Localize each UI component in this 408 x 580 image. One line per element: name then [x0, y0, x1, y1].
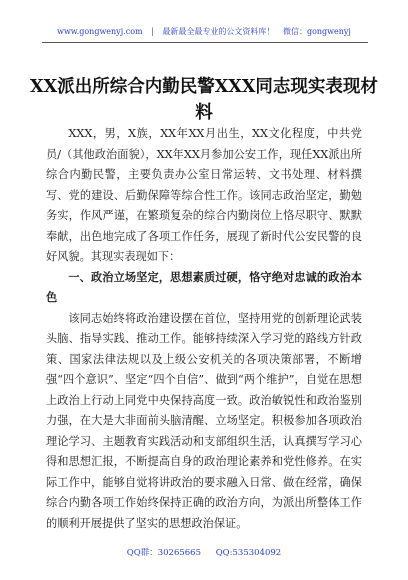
document-title: XX派出所综合内勤民警XXX同志现实表现材料 — [30, 77, 378, 123]
header-divider — [42, 42, 368, 43]
site-url-link[interactable]: www.gongwenyj.com — [57, 27, 143, 36]
section-paragraph-1: 该同志始终将政治建设摆在首位，坚持用党的创新理论武装头脑、指导实践、推动工作。能够持续深入学习党的路线方针政策、国家法律法规以及上级公安机关的各项决策部署，不断增强“四个意识”、坚定“四个自信”、做到“两个维护”，自觉在思想上政治上行动上同党中央保持高度一致。政治敏锐性和政治鉴别力强，在大是大非面前头脑清醒、立场坚定。积极参加各项政治理论学习、主题教育实践活动和支部组织生活，认真撰写学习心得和思想汇报，不断提高自身的政治理论素养和党性修养。在实际工作中，能够自觉将讲政治的要求融入日常、做在经常，确保综合内勤各项工作始终保持正确的政治方向，为派出所整体工作的顺利开展提供了坚实的思想政治保证。 — [46, 311, 362, 530]
wechat-id: 微信：gongwenyj — [282, 27, 351, 36]
header-separator: | — [151, 27, 154, 36]
site-header — [0, 26, 408, 37]
qq-text: QQ:535304092 — [215, 548, 282, 558]
page-footer — [0, 546, 408, 558]
intro-paragraph: XXX，男，X族，XX年XX月出生，XX文化程度，中共党员/（其他政治面貌），XX年XX月参加公安工作，现任XX派出所综合内勤民警，主要负责办公室日常运转、文书处理、材料撰写、党的建设、后勤保障等综合性工作。该同志政治坚定，勤勉务实，作风严谨，在繁琐复杂的综合内勤岗位上恪尽职守、默默奉献，出色地完成了各项工作任务，展现了新时代公安民警的良好风貌。其现实表现如下： — [46, 127, 362, 263]
site-slogan: 最新最全最专业的公文资料库！ — [162, 27, 275, 36]
document-body — [46, 124, 362, 534]
qq-group-text: QQ群：30265665 — [126, 548, 201, 558]
section-heading-1: 一、政治立场坚定，思想素质过硬，恪守绝对忠诚的政治本色 — [46, 270, 362, 304]
